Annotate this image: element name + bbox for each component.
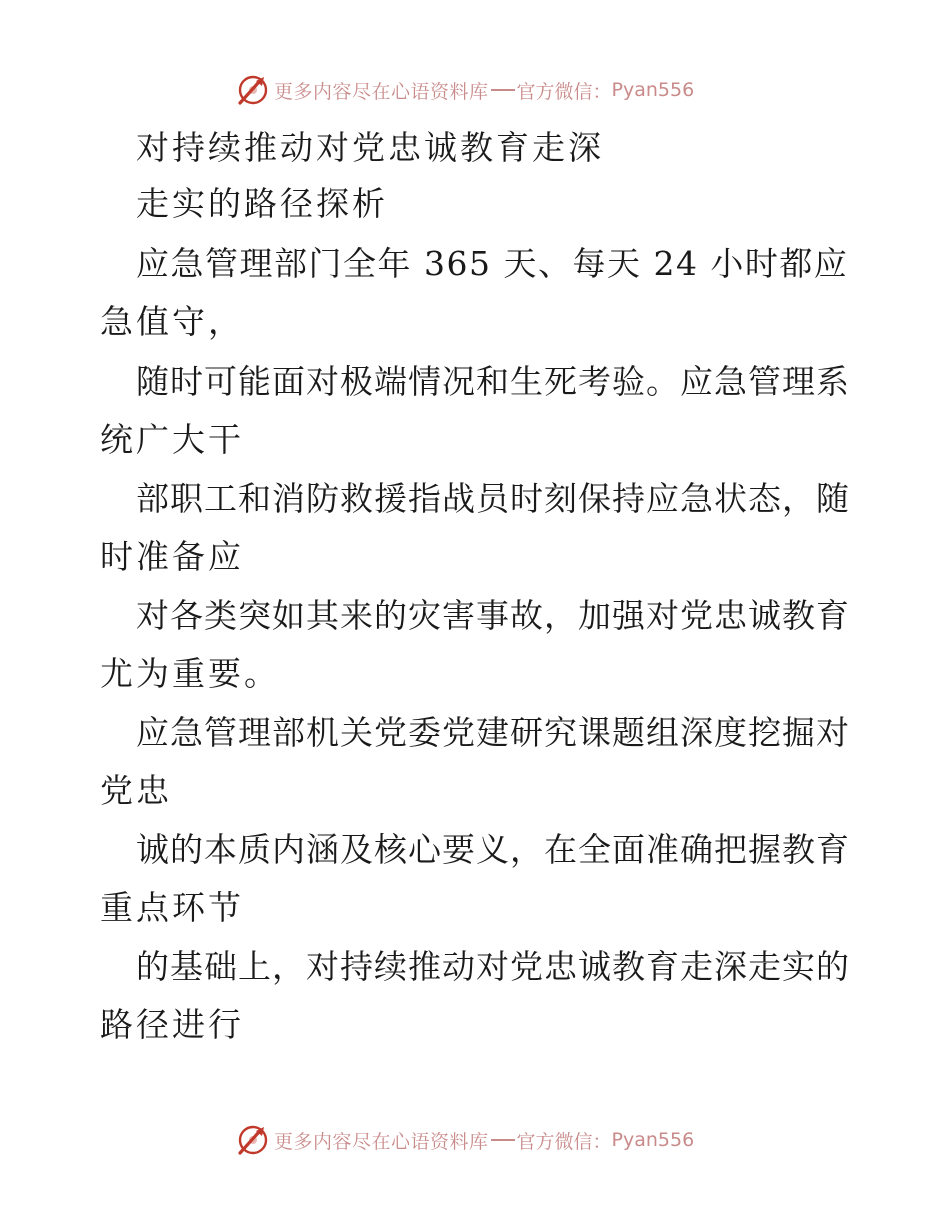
- paragraph-3-line-1: 部职工和消防救援指战员时刻保持应急状态，随: [136, 479, 850, 518]
- paragraph-5-line-2: 党忠: [100, 771, 172, 810]
- watermark-wechat-id: Pyan556: [611, 79, 695, 101]
- watermark-dash: [491, 89, 515, 91]
- watermark-text: 更多内容尽在心语资料库: [274, 80, 489, 103]
- paragraph-6-line-2: 重点环节: [100, 888, 244, 927]
- paragraph-2-line-2: 统广大干: [100, 420, 244, 459]
- document-title-line-1: 对持续推动对党忠诚教育走深: [136, 128, 604, 167]
- watermark-label: 官方微信：: [516, 80, 612, 103]
- watermark-wechat-id: Pyan556: [611, 1129, 695, 1151]
- paragraph-1-line-1: 应急管理部门全年 365 天、每天 24 小时都应: [136, 244, 849, 283]
- watermark-dash: [491, 1139, 515, 1141]
- paragraph-4-line-2: 尤为重要。: [100, 654, 280, 693]
- paragraph-6-line-1: 诚的本质内涵及核心要义，在全面准确把握教育: [136, 830, 850, 869]
- pen-logo-icon: [236, 73, 270, 107]
- paragraph-3-line-2: 时准备应: [100, 537, 244, 576]
- paragraph-5-line-1: 应急管理部机关党委党建研究课题组深度挖掘对: [136, 713, 850, 752]
- header-watermark: [236, 72, 694, 108]
- paragraph-7-line-1: 的基础上，对持续推动对党忠诚教育走深走实的: [136, 947, 850, 986]
- paragraph-7-line-2: 路径进行: [100, 1005, 244, 1044]
- pen-logo-icon: [236, 1123, 270, 1157]
- paragraph-2-line-1: 随时可能面对极端情况和生死考验。应急管理系: [136, 362, 850, 401]
- watermark-text: 更多内容尽在心语资料库: [274, 1130, 489, 1153]
- document-title-line-2: 走实的路径探析: [136, 184, 388, 223]
- paragraph-4-line-1: 对各类突如其来的灾害事故，加强对党忠诚教育: [136, 596, 850, 635]
- paragraph-1-line-2: 急值守，: [100, 302, 244, 341]
- watermark-label: 官方微信：: [516, 1130, 612, 1153]
- footer-watermark: [236, 1122, 694, 1158]
